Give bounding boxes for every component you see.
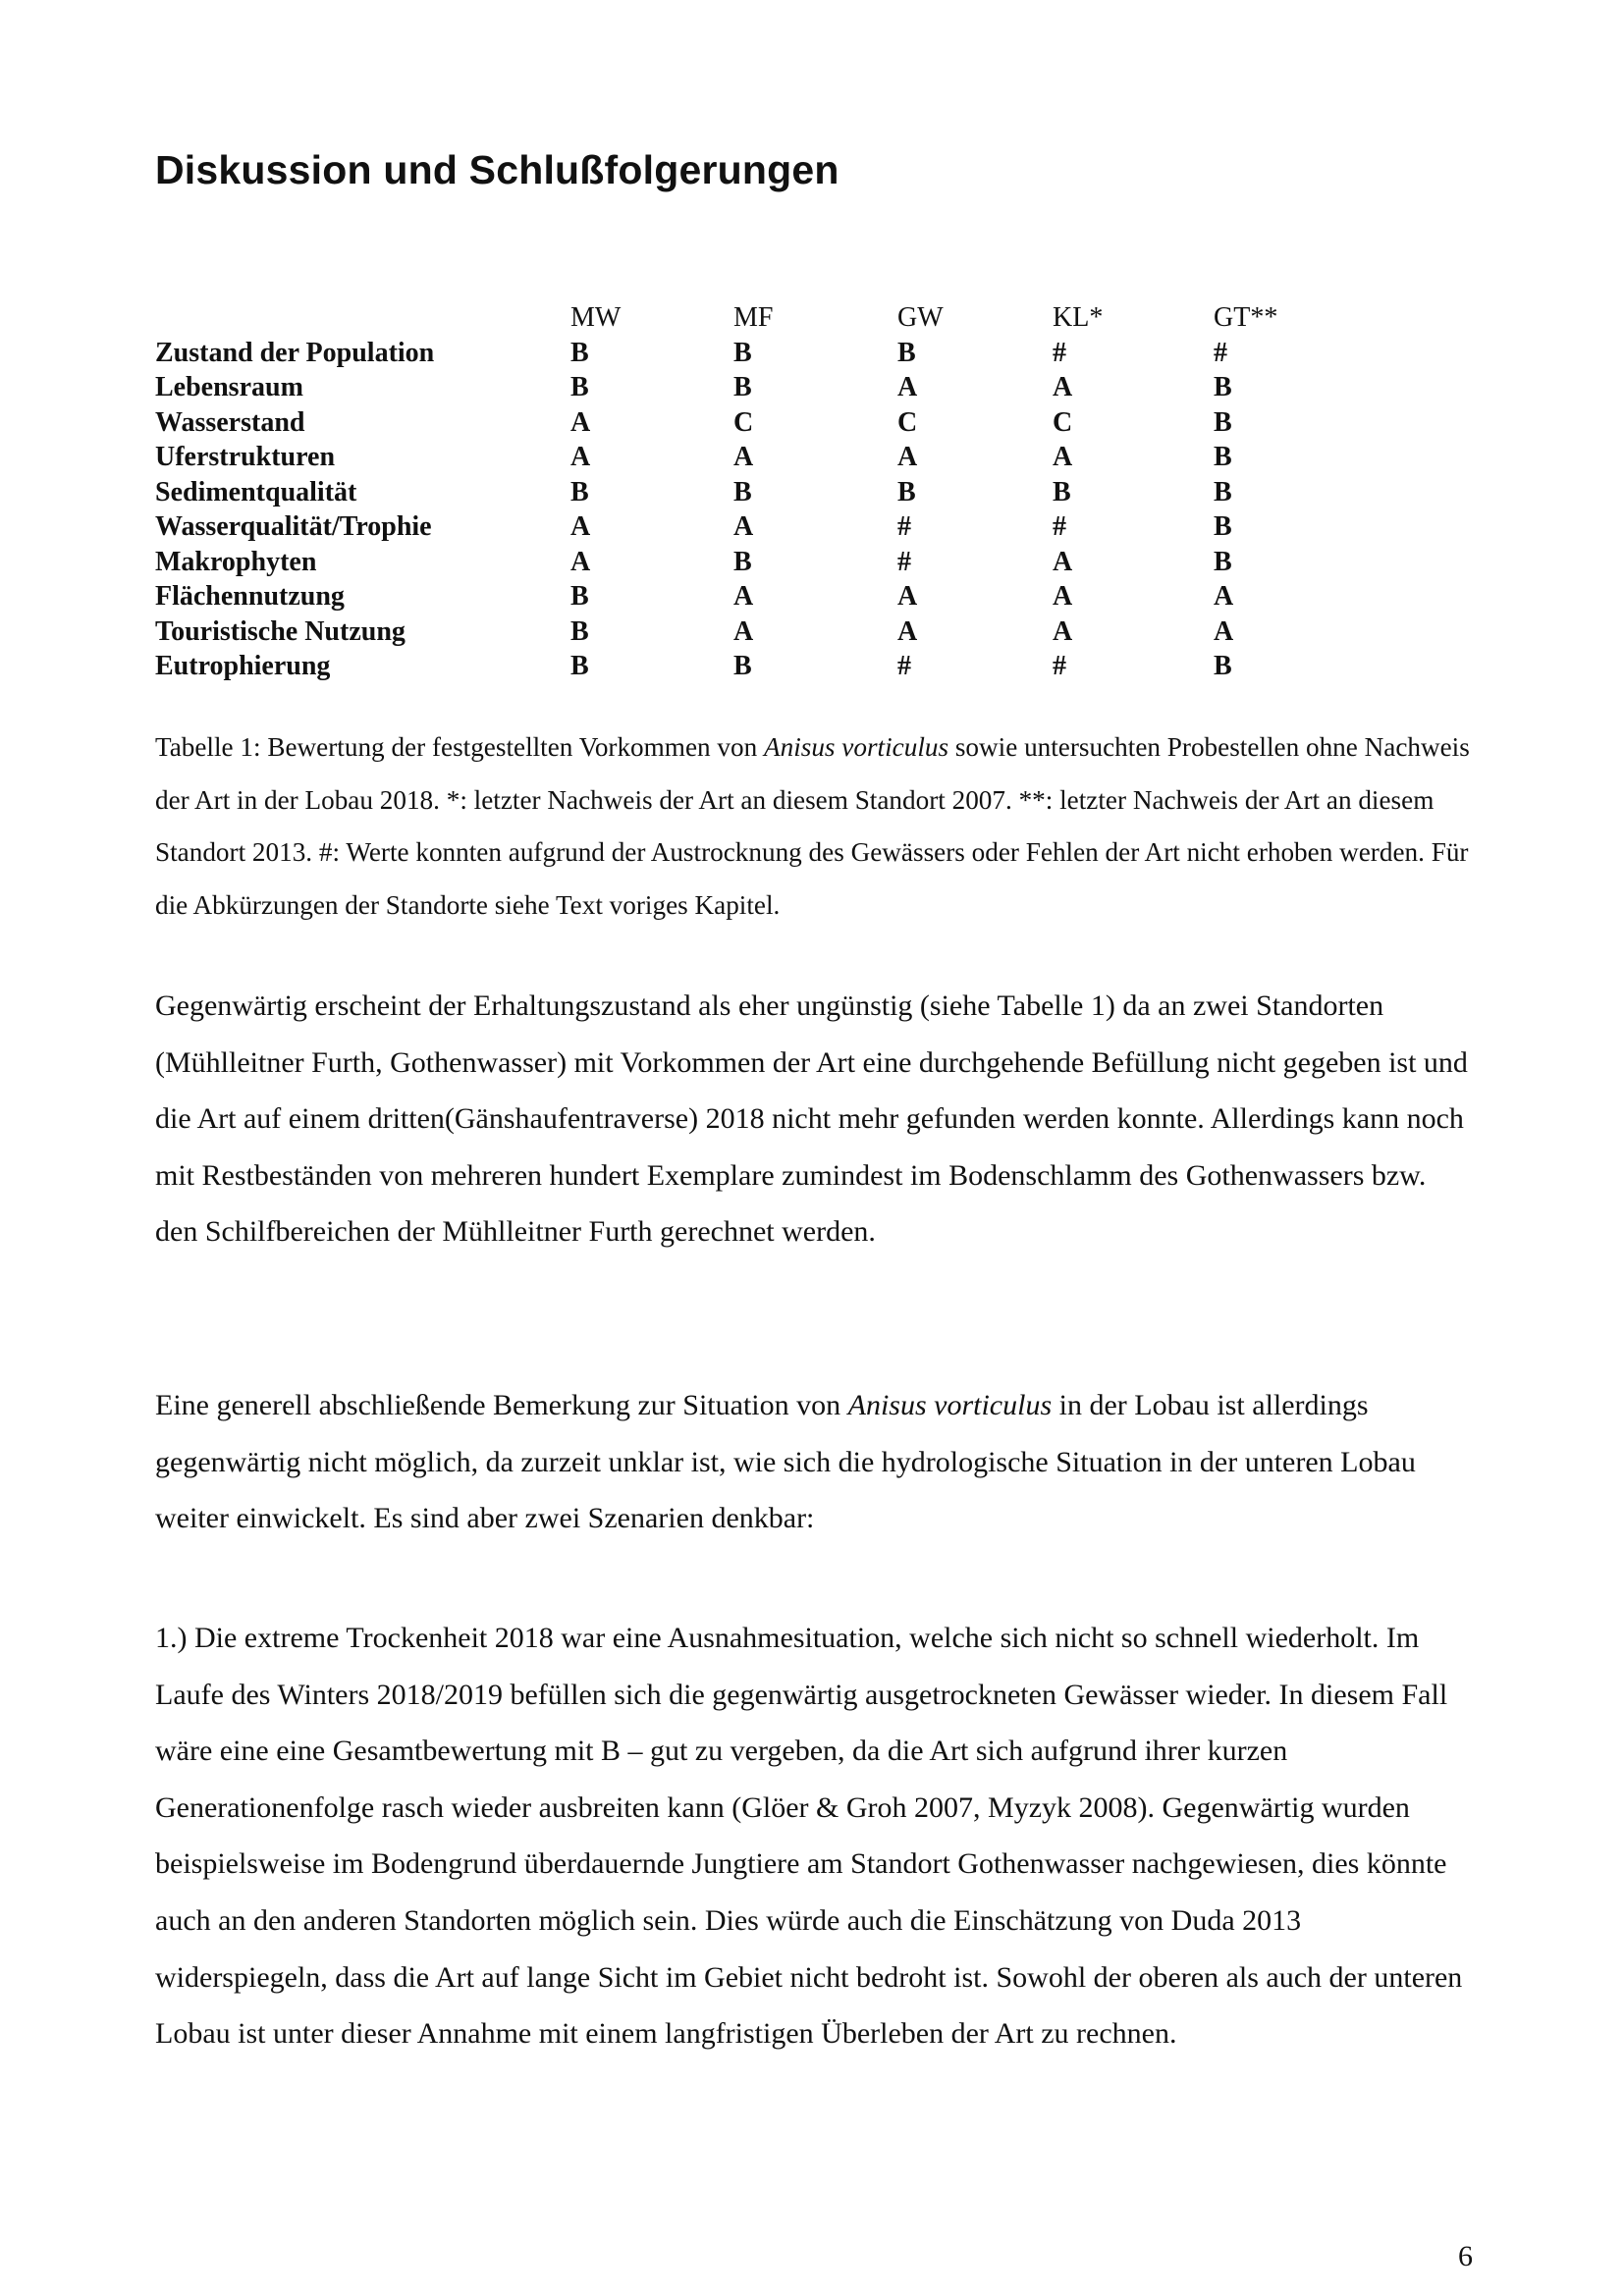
table-row bbox=[155, 475, 1331, 510]
header-cell-mf: MF bbox=[733, 302, 774, 333]
table-cell: B bbox=[1214, 546, 1232, 577]
section-heading: Diskussion und Schlußfolgerungen bbox=[155, 147, 839, 192]
table-cell: B bbox=[733, 337, 752, 368]
row-label: Lebensraum bbox=[155, 372, 303, 402]
row-label: Zustand der Population bbox=[155, 337, 435, 368]
table-cell: B bbox=[570, 476, 589, 507]
table-cell: B bbox=[1214, 651, 1232, 681]
table-header-row bbox=[155, 300, 1331, 336]
paragraph-text-start: Eine generell abschließende Bemerkung zur Situation von bbox=[155, 1389, 848, 1421]
table-row bbox=[155, 509, 1331, 545]
table-cell: A bbox=[1214, 581, 1234, 612]
table-cell: A bbox=[733, 615, 754, 647]
row-label: Wasserstand bbox=[155, 406, 305, 438]
table-cell: A bbox=[570, 511, 591, 542]
table-cell: B bbox=[1053, 476, 1071, 507]
table-cell: # bbox=[1053, 651, 1066, 681]
table-cell: A bbox=[897, 372, 918, 402]
table-cell: A bbox=[897, 442, 918, 472]
table-cell: # bbox=[1053, 337, 1066, 368]
table-row bbox=[155, 405, 1331, 441]
row-label: Eutrophierung bbox=[155, 651, 331, 681]
table-cell: B bbox=[733, 476, 752, 507]
table-cell: B bbox=[1214, 476, 1232, 507]
table-cell: A bbox=[1214, 615, 1234, 647]
table-cell: B bbox=[733, 372, 752, 402]
table-cell: # bbox=[897, 651, 911, 681]
table-cell: B bbox=[897, 476, 916, 507]
table-cell: B bbox=[1214, 511, 1232, 542]
table-cell: A bbox=[1053, 546, 1073, 577]
table-row bbox=[155, 440, 1331, 475]
row-label: Sedimentqualität bbox=[155, 476, 357, 507]
table-caption bbox=[155, 721, 1471, 932]
table-cell: B bbox=[570, 337, 589, 368]
table-cell: B bbox=[897, 337, 916, 368]
table-cell: A bbox=[1053, 442, 1073, 472]
row-label: Wasserqualität/Trophie bbox=[155, 511, 432, 542]
paragraph-general-remark bbox=[155, 1377, 1471, 1547]
table-cell: A bbox=[897, 615, 918, 647]
header-cell-empty bbox=[155, 300, 570, 336]
table-cell: B bbox=[733, 651, 752, 681]
table-cell: B bbox=[570, 581, 589, 612]
table-cell: B bbox=[570, 615, 589, 647]
table-row bbox=[155, 336, 1331, 371]
table-cell: C bbox=[733, 406, 754, 438]
table-row bbox=[155, 545, 1331, 580]
table-cell: A bbox=[733, 581, 754, 612]
paragraph-conservation-status: Gegenwärtig erscheint der Erhaltungszustand als eher ungünstig (siehe Tabelle 1) da an zwei Standorten (Mühlleitner Furth, Gothenwasser) mit Vorkommen der Art eine durchgehende Befüllung nicht gegeben ist und die Art auf einem dritten(Gänshaufentraverse) 2018 nicht mehr gefunden werden konnte. Allerdings kann noch mit Restbeständen von mehreren hundert Exemplare zumindest im Bodenschlamm des Gothenwassers bzw. den Schilfbereichen der Mühlleitner Furth gerechnet werden. bbox=[155, 989, 1468, 1249]
caption-text-end: sowie untersuchten Probestellen ohne Nachweis der Art in der Lobau 2018. *: letzter Nachweis der Art an diesem Standort 2007. **: letzter Nachweis der Art an diesem Standort 2013. #: Werte konnten aufgrund der Austrocknung des Gewässers oder Fehlen der Art nicht erhoben werden. Für die Abkürzungen der Standorte siehe Text voriges Kapitel. bbox=[155, 732, 1470, 920]
species-name: Anisus vorticulus bbox=[847, 1389, 1053, 1421]
table-cell: A bbox=[733, 442, 754, 472]
table-cell: A bbox=[1053, 581, 1073, 612]
table-cell: B bbox=[570, 651, 589, 681]
rating-table bbox=[155, 300, 1331, 684]
table-cell: C bbox=[1053, 406, 1073, 438]
table-cell: # bbox=[897, 546, 911, 577]
table-cell: B bbox=[1214, 442, 1232, 472]
table-cell: A bbox=[897, 581, 918, 612]
species-name: Anisus vorticulus bbox=[764, 732, 949, 762]
row-label: Touristische Nutzung bbox=[155, 615, 406, 647]
table-row bbox=[155, 649, 1331, 684]
table-cell: A bbox=[570, 406, 591, 438]
table-cell: B bbox=[570, 372, 589, 402]
caption-text-start: Tabelle 1: Bewertung der festgestellten Vorkommen von bbox=[155, 732, 764, 762]
table-cell: B bbox=[1214, 406, 1232, 438]
header-cell-gt: GT** bbox=[1214, 302, 1278, 333]
header-cell-gw: GW bbox=[897, 302, 944, 333]
table-cell: # bbox=[1214, 337, 1227, 368]
table-cell: A bbox=[1053, 372, 1073, 402]
table-cell: # bbox=[1053, 511, 1066, 542]
table-cell: B bbox=[733, 546, 752, 577]
table-cell: # bbox=[897, 511, 911, 542]
paragraph-text-end: in der Lobau ist allerdings gegenwärtig nicht möglich, da zurzeit unklar ist, wie sich die hydrologische Situation in der unteren Lobau weiter einwickelt. Es sind aber zwei Szenarien denkbar: bbox=[155, 1389, 1416, 1535]
table-cell: C bbox=[897, 406, 918, 438]
table-cell: A bbox=[570, 546, 591, 577]
table-row bbox=[155, 370, 1331, 405]
table-row bbox=[155, 579, 1331, 614]
row-label: Flächennutzung bbox=[155, 581, 345, 612]
row-label: Makrophyten bbox=[155, 546, 317, 577]
table-cell: A bbox=[733, 511, 754, 542]
table-cell: A bbox=[1053, 615, 1073, 647]
table-cell: A bbox=[570, 442, 591, 472]
table-row bbox=[155, 614, 1331, 650]
header-cell-kl: KL* bbox=[1053, 302, 1104, 333]
header-cell-mw: MW bbox=[570, 302, 622, 333]
table-cell: B bbox=[1214, 372, 1232, 402]
row-label: Uferstrukturen bbox=[155, 442, 336, 472]
page-number: 6 bbox=[1458, 2240, 1473, 2272]
paragraph-scenario-1: 1.) Die extreme Trockenheit 2018 war eine Ausnahmesituation, welche sich nicht so schnell wiederholt. Im Laufe des Winters 2018/2019 befüllen sich die gegenwärtig ausgetrockneten Gewässer wieder. In diesem Fall wäre eine eine Gesamtbewertung mit B – gut zu vergeben, da die Art sich aufgrund ihrer kurzen Generationenfolge rasch wieder ausbreiten kann (Glöer & Groh 2007, Myzyk 2008). Gegenwärtig wurden beispielsweise im Bodengrund überdauernde Jungtiere am Standort Gothenwasser nachgewiesen, dies könnte auch an den anderen Standorten möglich sein. Dies würde auch die Einschätzung von Duda 2013 widerspiegeln, dass die Art auf lange Sicht im Gebiet nicht bedroht ist. Sowohl der oberen als auch der unteren Lobau ist unter dieser Annahme mit einem langfristigen Überleben der Art zu rechnen. bbox=[155, 1622, 1463, 2051]
